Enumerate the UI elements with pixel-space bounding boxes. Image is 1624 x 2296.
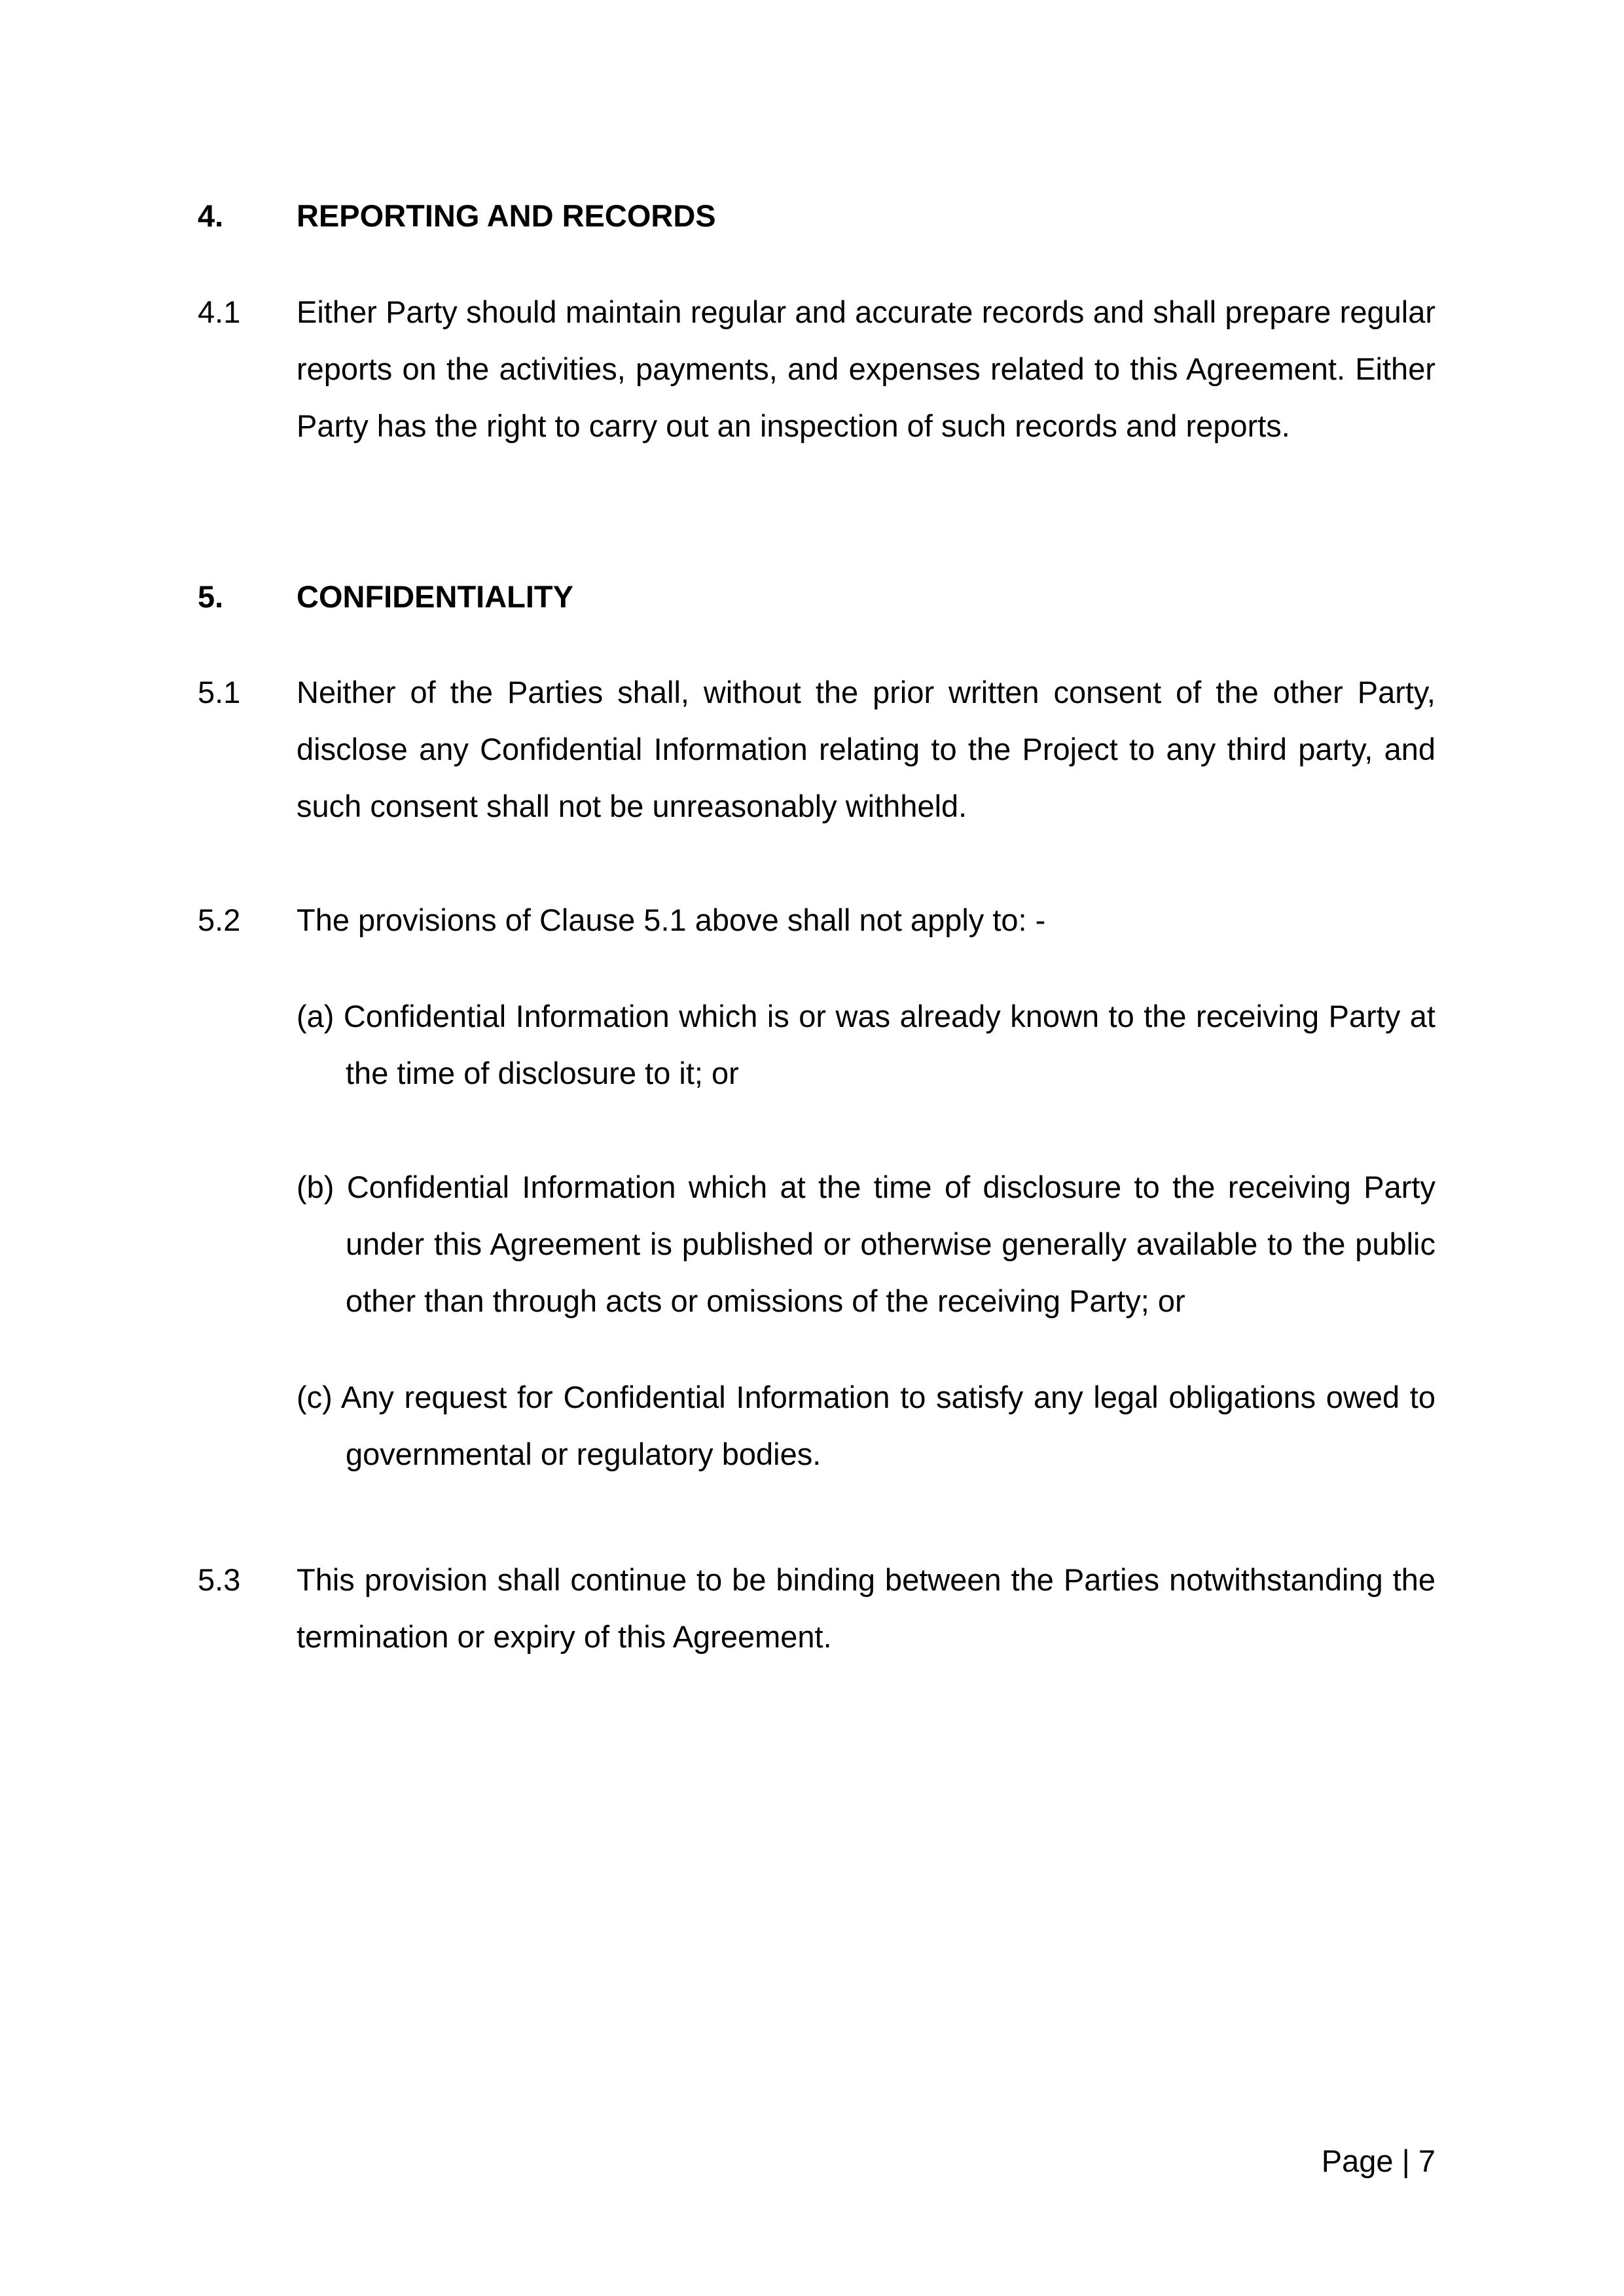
section-5-title: CONFIDENTIALITY: [297, 579, 573, 614]
clause-5-3-text: This provision shall continue to be binding between the Parties notwithstanding the termination or expiry of this Agreement.: [297, 1562, 1435, 1654]
section-5-number: 5.: [198, 579, 224, 614]
subclause-a: (a) Confidential Information which is or was already known to the receiving Party at the time of disclosure to it; or: [297, 999, 1435, 1090]
clause-5-3-number: 5.3: [198, 1562, 241, 1597]
subclause-c: (c) Any request for Confidential Information to satisfy any legal obligations owed to governmental or regulatory bodies.: [297, 1380, 1435, 1471]
page-number: Page | 7: [1321, 2144, 1435, 2178]
clause-5-2-number: 5.2: [198, 903, 241, 937]
clause-4-1-number: 4.1: [198, 295, 241, 329]
clause-4-1-text: Either Party should maintain regular and accurate records and shall prepare regular reports on the activities, payments, and expenses related to this Agreement. Either Party has the right to carry out an inspection of such records and reports.: [297, 295, 1435, 443]
subclause-b: (b) Confidential Information which at the time of disclosure to the receiving Party under this Agreement is published or otherwise generally available to the public other than through acts or omissions of the receiving Party; or: [297, 1170, 1435, 1318]
clause-5-2-text: The provisions of Clause 5.1 above shall not apply to: -: [297, 903, 1046, 937]
section-4-title: REPORTING AND RECORDS: [297, 198, 716, 233]
section-4-number: 4.: [198, 198, 224, 233]
clause-5-1-text: Neither of the Parties shall, without the prior written consent of the other Party, disclose any Confidential Information relating to the Project to any third party, and such consent shall not be unreasonably withheld.: [297, 675, 1435, 823]
clause-5-1-number: 5.1: [198, 675, 241, 709]
